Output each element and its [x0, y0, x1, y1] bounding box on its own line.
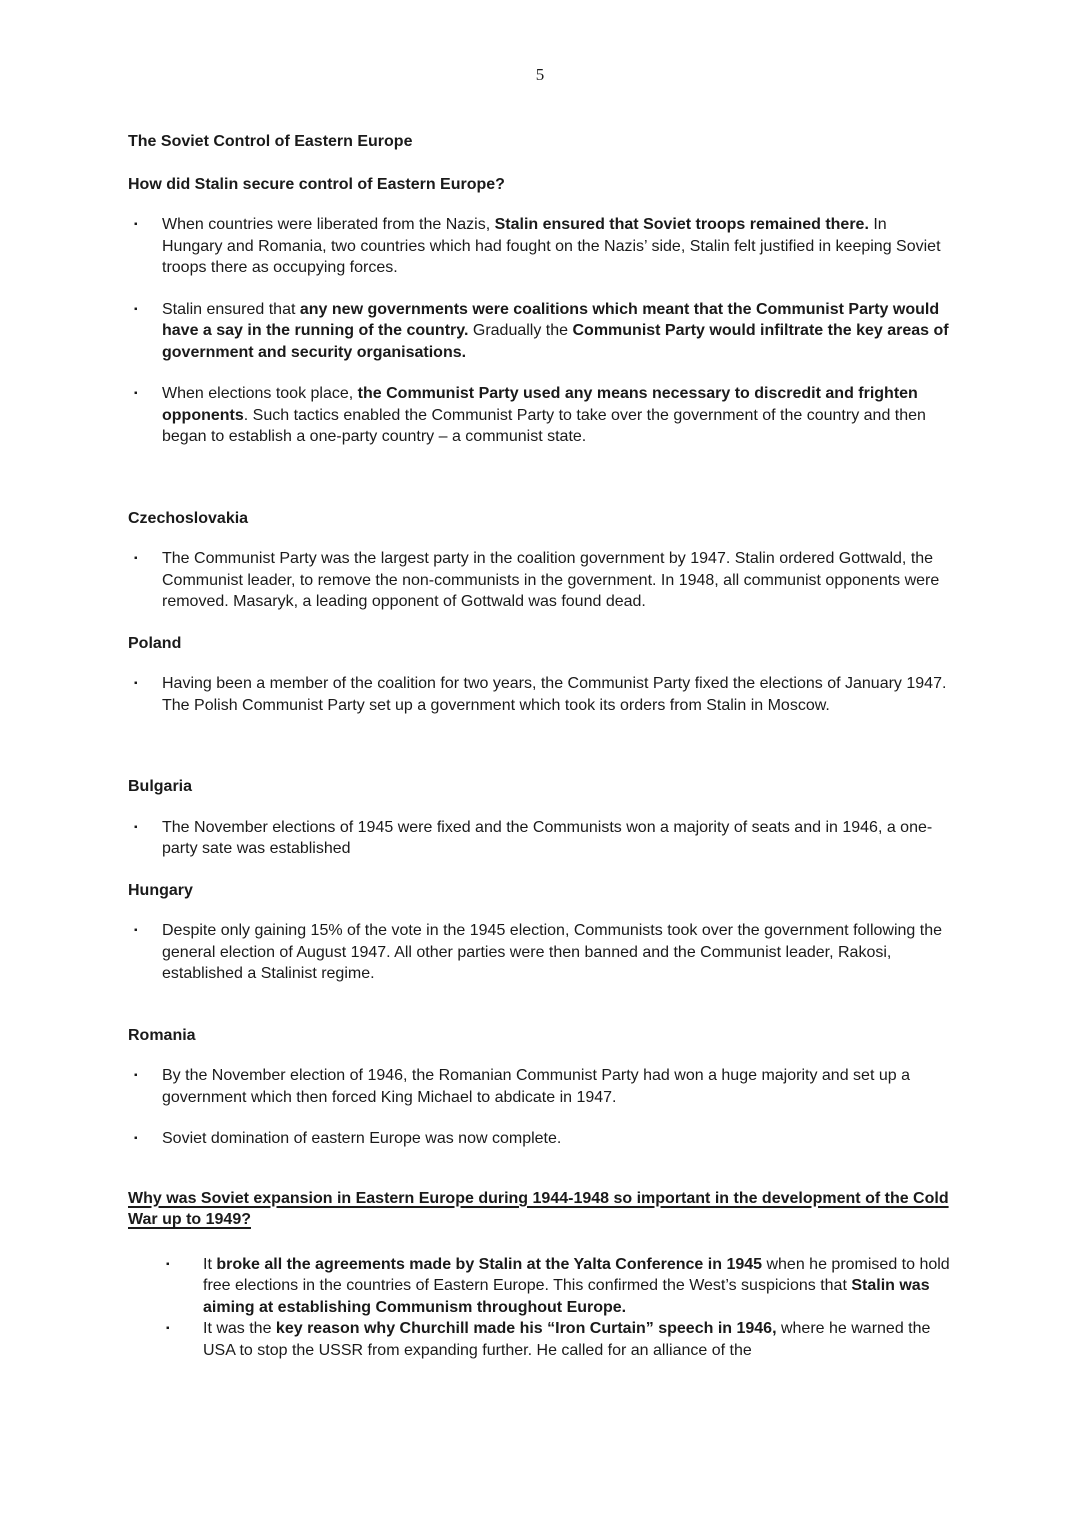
document-content: [0, 131, 1080, 1361]
bullet-text-segment: The November elections of 1945 were fixed and the Communists won a majority of seats and in 1946, a one-party sate was established: [162, 818, 933, 857]
bullet-text-segment: Soviet domination of eastern Europe was now complete.: [162, 1130, 562, 1147]
bullet-item: [128, 548, 950, 613]
bullet-text-segment: When countries were liberated from the Nazis,: [162, 216, 495, 233]
section-heading: Czechoslovakia: [128, 509, 249, 527]
section-bullet-list: [128, 1065, 950, 1150]
bullet-marker-icon: ▪: [134, 303, 138, 315]
section-heading: Poland: [128, 634, 182, 652]
bullet-text-segment: It was the: [203, 1320, 276, 1337]
bullet-marker-icon: ▪: [166, 1258, 170, 1270]
section-heading: Bulgaria: [128, 778, 193, 795]
bullet-text-segment: The Communist Party was the largest party in the coalition government by 1947. Stalin ordered Gottwald, the Communist leader, to remove the non-communists in the government. In 1948, all communist opponents were removed. Masaryk, a leading opponent of Gottwald was found dead.: [162, 550, 940, 610]
bullet-text-segment: When elections took place,: [162, 385, 358, 402]
bullet-item: [128, 383, 950, 448]
section-bullet-list: [128, 548, 950, 613]
section-heading: Hungary: [128, 881, 193, 899]
section-bullet-list: [128, 673, 950, 716]
bullet-text-segment: It: [203, 1255, 217, 1273]
bullet-marker-icon: ▪: [166, 1323, 170, 1334]
bullet-text-segment: where he warned the USA to stop the USSR from expanding further. He called for an alliance of the: [203, 1320, 931, 1359]
bullet-text-segment: key reason why Churchill made his “Iron Curtain” speech in 1946,: [275, 1320, 777, 1337]
bullet-text-segment: Stalin was aiming at establishing Communism throughout Europe.: [203, 1277, 930, 1316]
section-bulgaria: [128, 776, 950, 860]
bullet-marker-icon: ▪: [134, 678, 138, 689]
bullet-item: [128, 1065, 950, 1108]
bullet-text-segment: By the November election of 1946, the Romanian Communist Party had won a huge majority and set up a government which then forced King Michael to abdicate in 1947.: [162, 1067, 910, 1106]
doc-question-2: Why was Soviet expansion in Eastern Europe during 1944-1948 so important in the development of the Cold War up to 1949?: [128, 1189, 949, 1228]
bullet-text-segment: In Hungary and Romania, two countries which had fought on the Nazis’ side, Stalin felt justified in keeping Soviet troops there as occupying forces.: [162, 216, 941, 276]
section-hungary: [128, 880, 950, 985]
bullet-item: [128, 817, 950, 860]
bullet-text-segment: Despite only gaining 15% of the vote in the 1945 election, Communists took over the government following the general election of August 1947. All other parties were then banned and the Communist leader, Rakosi, established a Stalinist regime.: [162, 922, 943, 982]
bullet-text-segment: broke all the agreements made by Stalin at the Yalta Conference in 1945: [216, 1255, 763, 1273]
section-heading: Romania: [128, 1026, 196, 1044]
doc-title: The Soviet Control of Eastern Europe: [128, 133, 413, 150]
final-bullet-list: [128, 1254, 950, 1362]
bullet-text-segment: when he promised to hold free elections in the countries of Eastern Europe. This confirmed the West’s suspicions that: [203, 1255, 950, 1294]
bullet-marker-icon: ▪: [134, 821, 138, 833]
bullet-marker-icon: ▪: [134, 1070, 138, 1081]
bullet-item: [128, 673, 950, 716]
bullet-marker-icon: ▪: [134, 553, 138, 564]
section-czechoslovakia: [128, 508, 950, 613]
doc-question-1: How did Stalin secure control of Eastern Europe?: [128, 175, 505, 193]
bullet-marker-icon: ▪: [134, 388, 138, 399]
bullet-item: [128, 1318, 950, 1361]
bullet-text-segment: Stalin ensured that Soviet troops remained there.: [494, 216, 869, 233]
section-poland: [128, 633, 950, 717]
bullet-item: [128, 1254, 950, 1319]
section-bullet-list: [128, 920, 950, 985]
section-bullet-list: [128, 817, 950, 860]
bullet-text-segment: the Communist Party used any means necessary to discredit and frighten opponents: [162, 385, 918, 424]
bullet-marker-icon: ▪: [134, 925, 138, 936]
page-number: 5: [535, 65, 545, 84]
bullet-text-segment: Having been a member of the coalition for two years, the Communist Party fixed the elections of January 1947. The Polish Communist Party set up a government which took its orders from Stalin in Moscow.: [162, 675, 947, 714]
bullet-marker-icon: ▪: [134, 219, 138, 230]
bullet-text-segment: Stalin ensured that: [162, 300, 300, 318]
bullet-item: [128, 920, 950, 985]
bullet-item: [128, 214, 950, 279]
bullet-text-segment: . Such tactics enabled the Communist Party to take over the government of the country and then began to establish a one-party country – a communist state.: [162, 406, 926, 445]
bullet-marker-icon: ▪: [134, 1133, 138, 1144]
intro-bullet-list: [128, 214, 950, 448]
bullet-text-segment: Gradually the: [468, 322, 573, 339]
section-romania: [128, 1025, 950, 1150]
bullet-item: [128, 1128, 950, 1150]
bullet-item: [128, 299, 950, 364]
bullet-text-segment: Communist Party would infiltrate the key areas of government and security organisations.: [162, 322, 949, 361]
bullet-text-segment: any new governments were coalitions which meant that the Communist Party would have a say in the running of the country.: [162, 300, 940, 339]
